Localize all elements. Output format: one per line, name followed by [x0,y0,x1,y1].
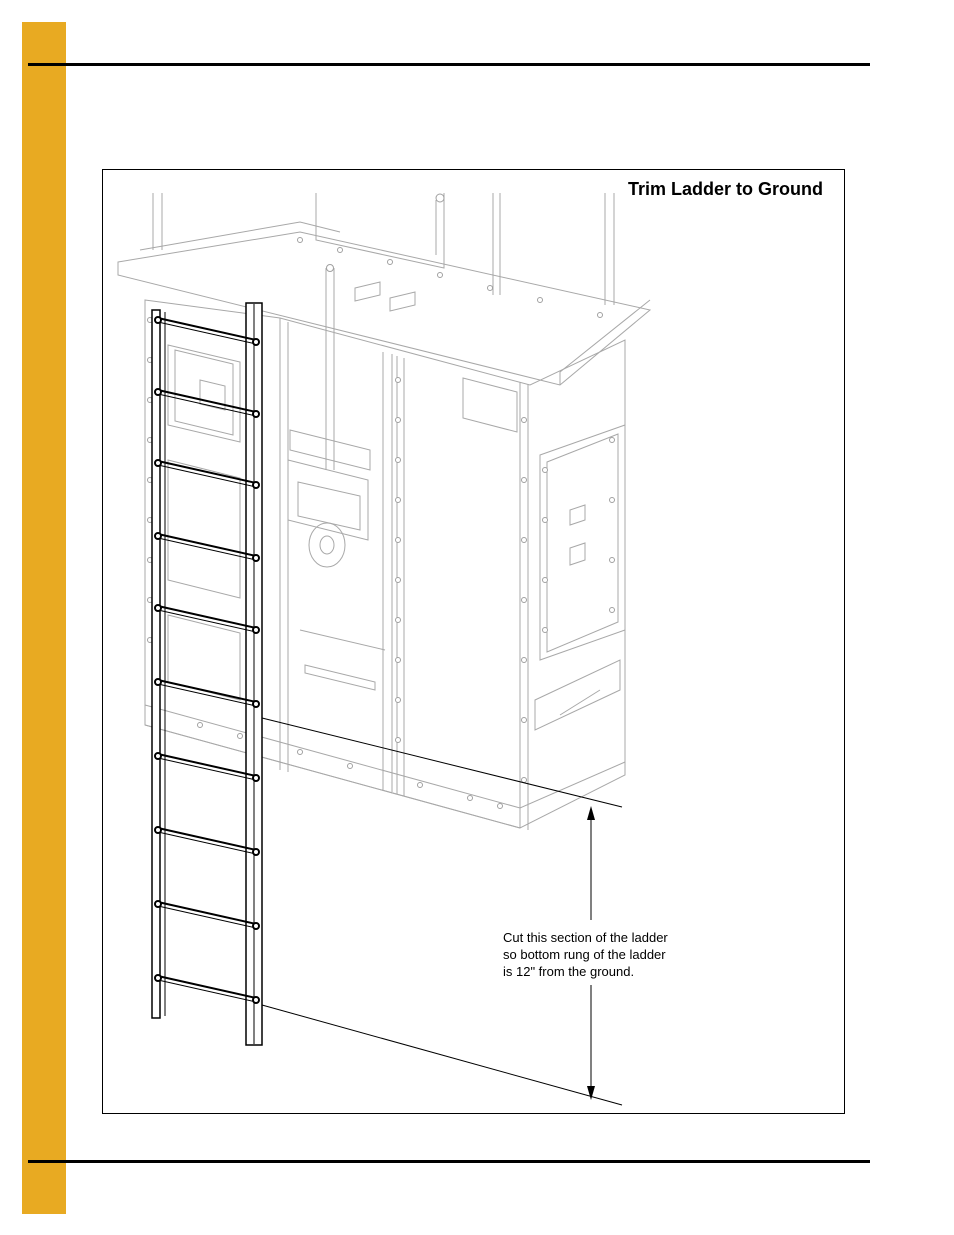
cut-instruction-callout [503,929,703,980]
lower-extension-line [262,1005,622,1105]
callout-line-1: Cut this section of the ladder [503,930,668,945]
upper-extension-line [262,718,622,807]
callout-line-2: so bottom rung of the ladder [503,947,666,962]
equipment-housing [118,193,650,830]
figure-title: Trim Ladder to Ground [628,179,824,199]
arrow-down [587,1086,595,1100]
dimension-lines [262,718,622,1105]
callout-line-3: is 12" from the ground. [503,964,635,979]
arrow-up [587,806,595,820]
